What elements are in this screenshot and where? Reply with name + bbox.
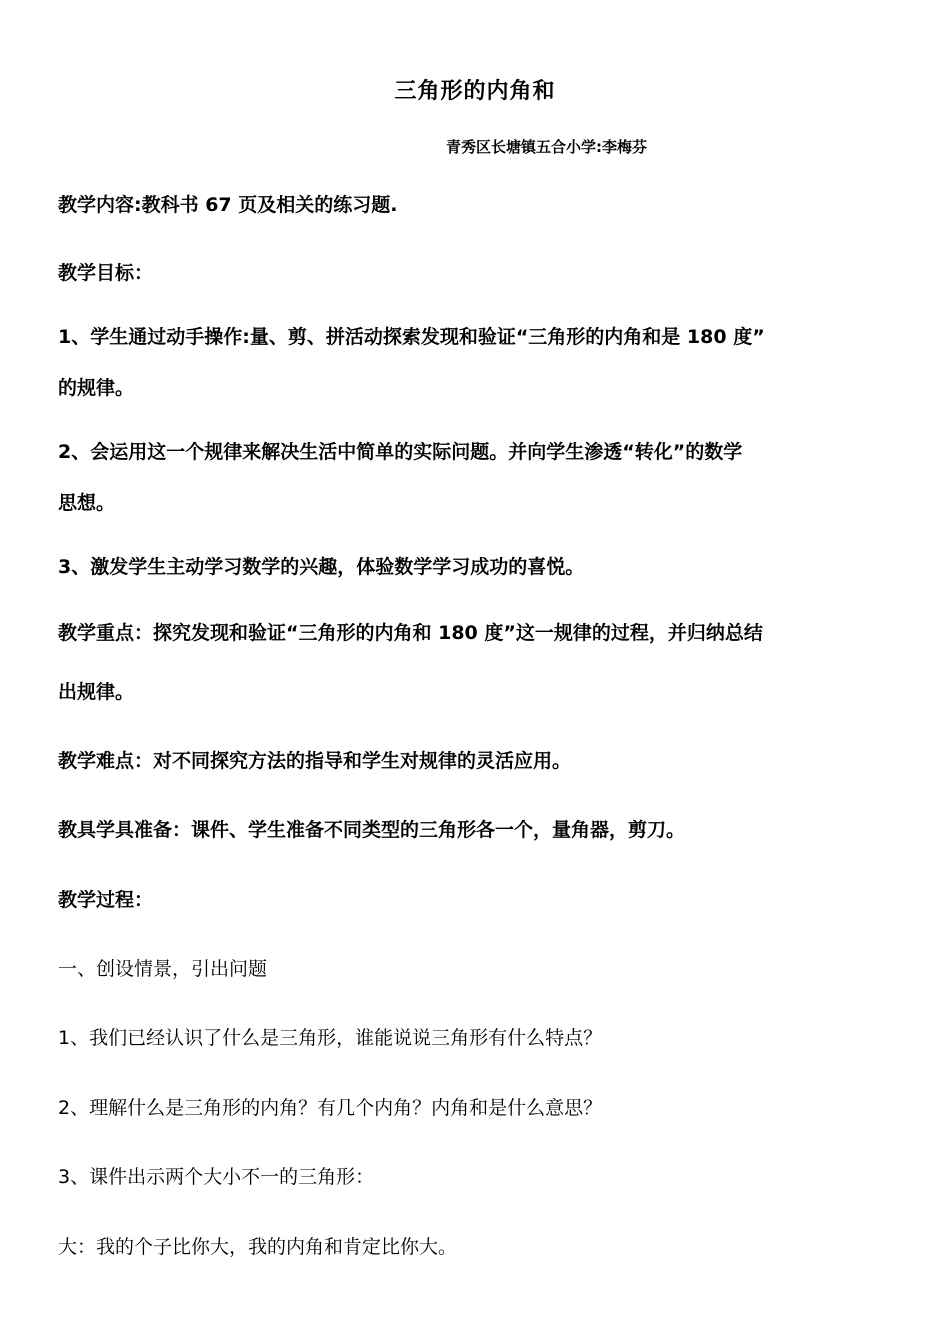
step-2: 2、理解什么是三角形的内角？有几个内角？内角和是什么意思？ — [58, 1097, 603, 1119]
materials: 教具学具准备：课件、学生准备不同类型的三角形各一个，量角器，剪刀。 — [58, 819, 686, 841]
difficulties: 教学难点：对不同探究方法的指导和学生对规律的灵活应用。 — [58, 750, 572, 772]
key-points-line-1: 教学重点：探究发现和验证“三角形的内角和 180 度”这一规律的过程，并归纳总结 — [58, 622, 763, 644]
goal-2-line-2: 思想。 — [58, 492, 116, 514]
goal-3: 3、激发学生主动学习数学的兴趣，体验数学学习成功的喜悦。 — [58, 556, 585, 578]
dialogue-big: 大：我的个子比你大，我的内角和肯定比你大。 — [58, 1236, 458, 1258]
goal-1-line-2: 的规律。 — [58, 377, 135, 399]
section-1-heading: 一、创设情景，引出问题 — [58, 958, 268, 980]
teaching-goals-heading: 教学目标： — [58, 262, 154, 284]
key-points-line-2: 出规律。 — [58, 681, 135, 703]
author-line: 青秀区长塘镇五合小学:李梅芬 — [446, 138, 647, 156]
step-3: 3、课件出示两个大小不一的三角形： — [58, 1166, 375, 1188]
process-heading: 教学过程： — [58, 889, 154, 911]
document-title: 三角形的内角和 — [394, 79, 556, 104]
step-1: 1、我们已经认识了什么是三角形，谁能说说三角形有什么特点？ — [58, 1027, 603, 1049]
teaching-content: 教学内容:教科书 67 页及相关的练习题. — [58, 194, 398, 216]
goal-2-line-1: 2、会运用这一个规律来解决生活中简单的实际问题。并向学生渗透“转化”的数学 — [58, 441, 743, 463]
goal-1-line-1: 1、学生通过动手操作:量、剪、拼活动探索发现和验证“三角形的内角和是 180 度” — [58, 326, 765, 348]
